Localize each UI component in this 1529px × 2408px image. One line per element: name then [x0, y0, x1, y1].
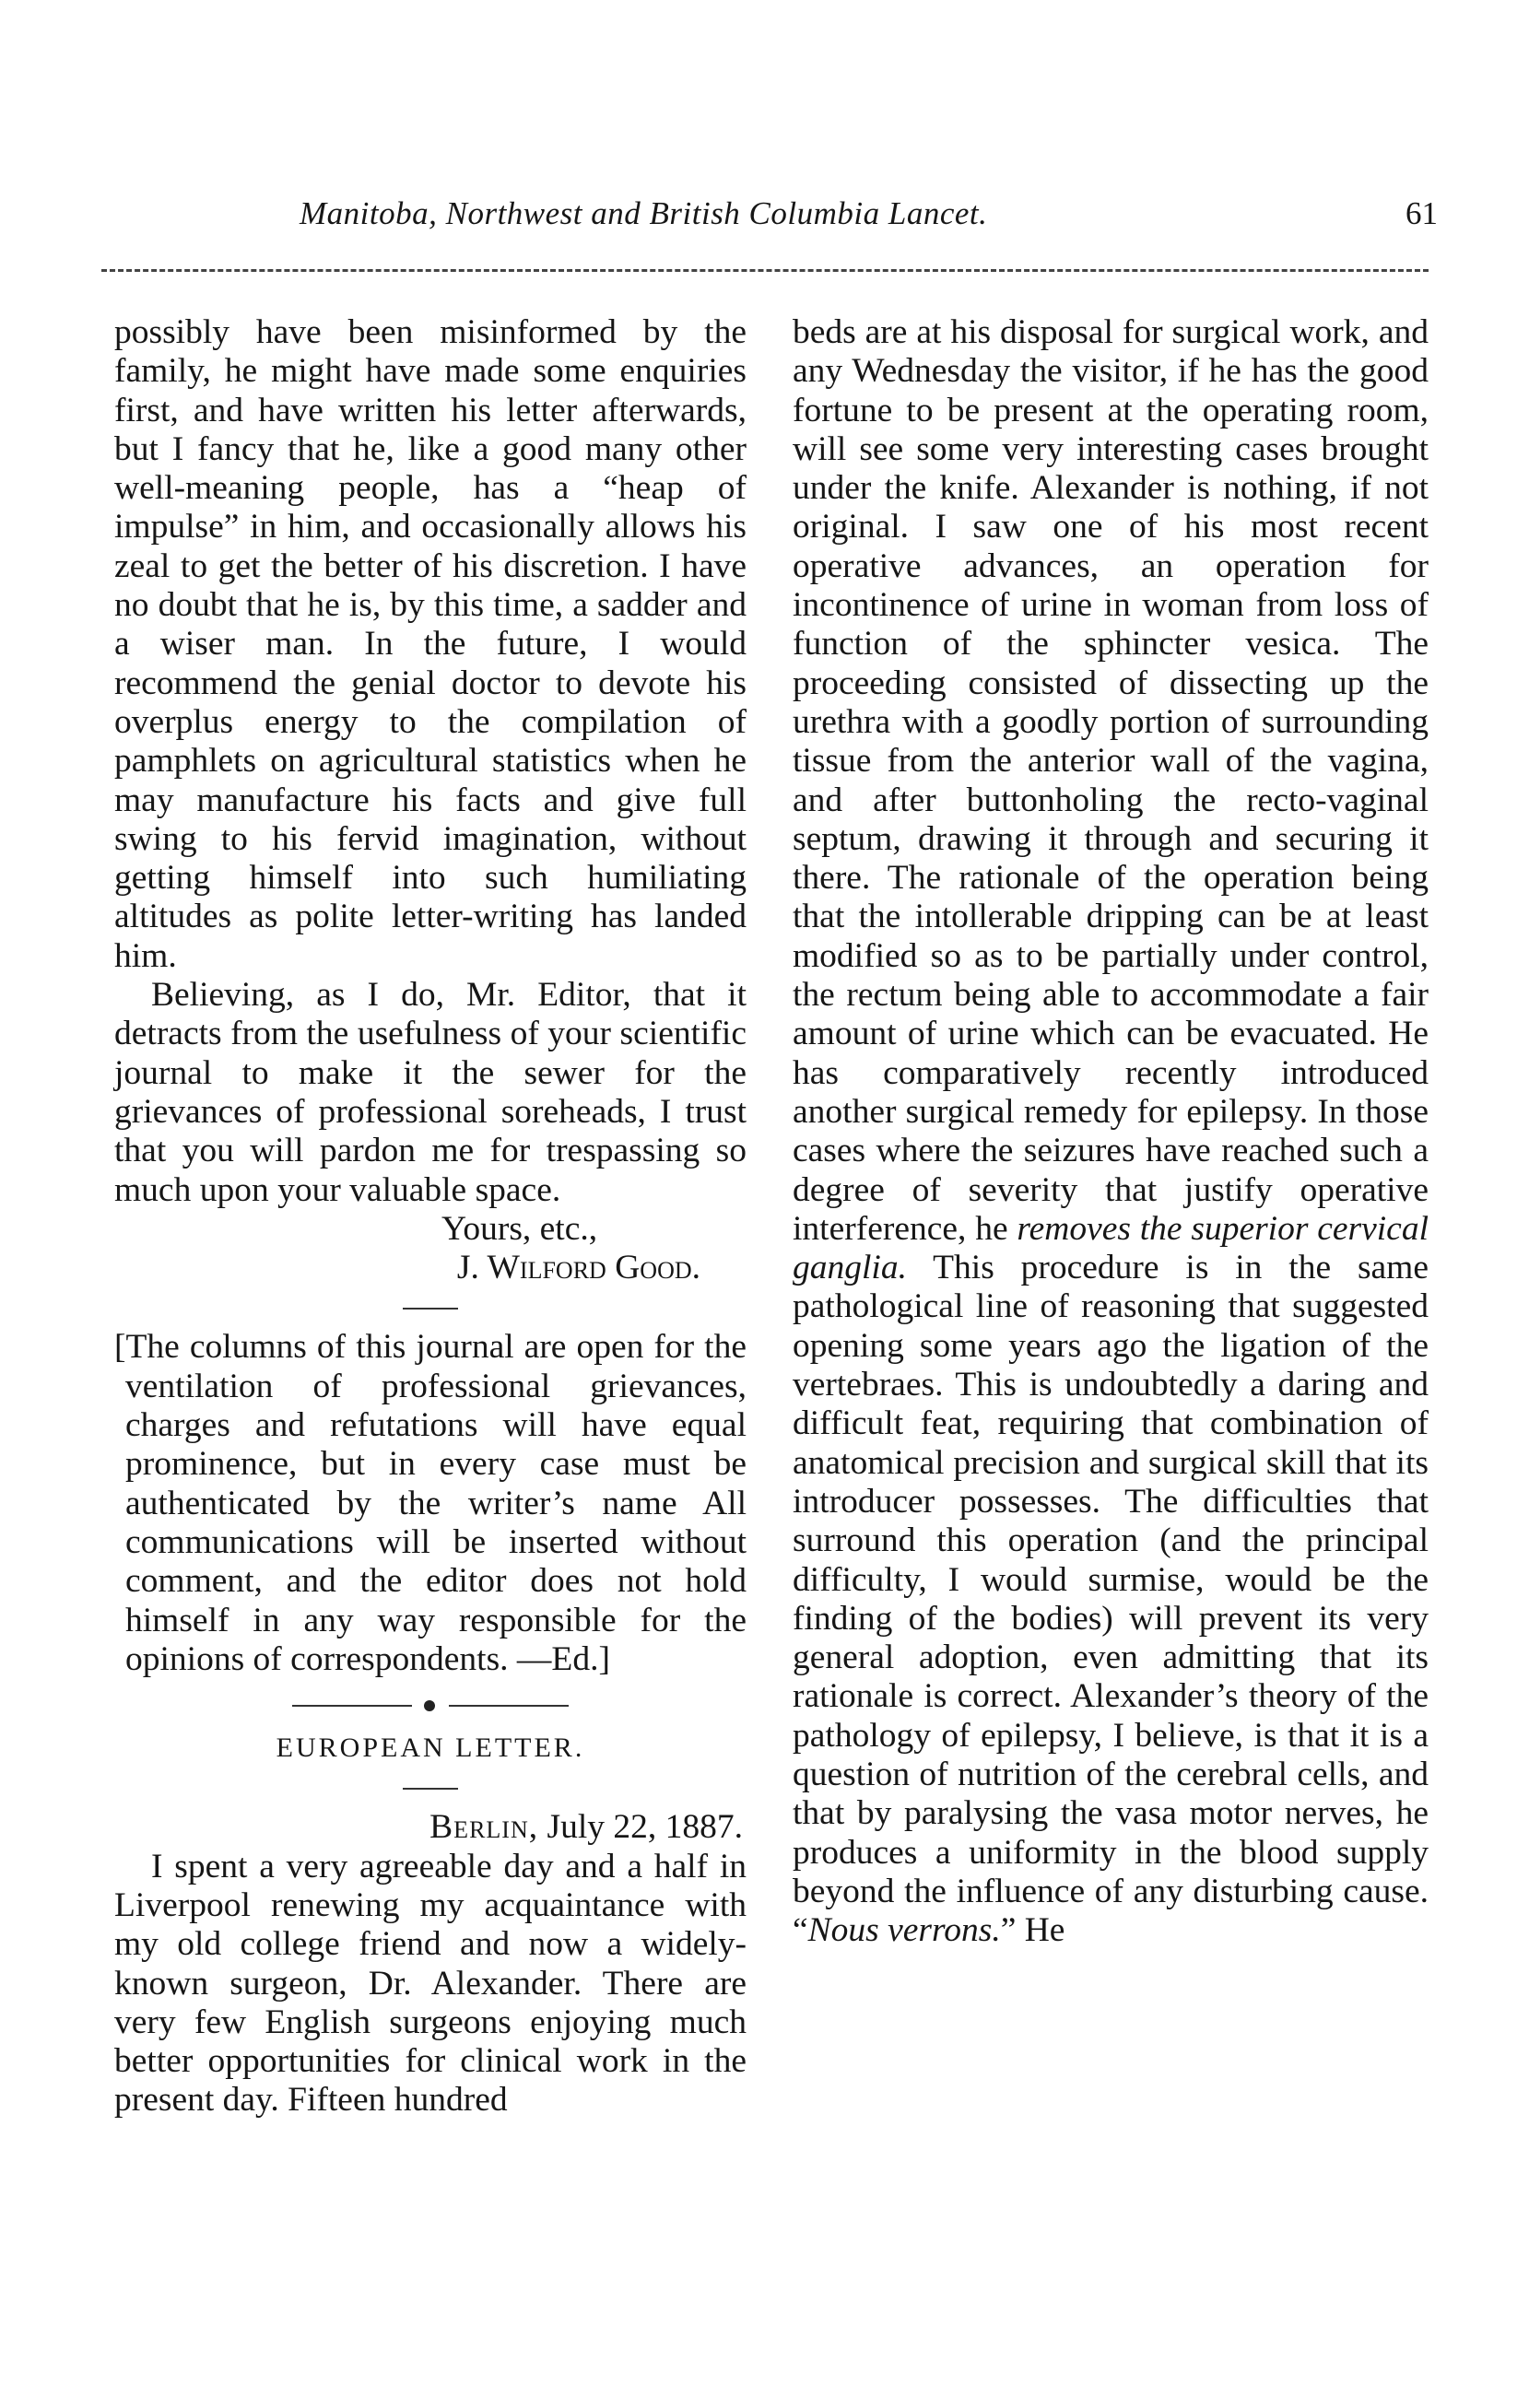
separator-rule	[403, 1788, 458, 1790]
letter-paragraph: possibly have been misinformed by the family, he might have made some enquiries first, and have written his letter afterwards, but I fancy that he, like a good many other well-meaning people, has a “heap of impulse” in him, and occasionally allows his zeal to get the better of his discretion. I have no doubt that he is, by this time, a sadder and a wiser man. In the future, I would recommend the genial doctor to devote his overplus energy to the compilation of pamphlets on agricultural statistics when he may manufacture his facts and give full swing to his fervid imagination, without getting himself into such humiliating altitudes as polite letter-writing has landed him.	[114, 313, 747, 975]
italic-text: removes the superior cervical ganglia.	[793, 1209, 1429, 1287]
right-column	[793, 313, 1429, 1950]
letter-paragraph: Believing, as I do, Mr. Editor, that it detracts from the usefulness of your scientific journal to make it the sewer for the grievances of professional soreheads, I trust that you will pardon me for trespassing so much upon your valuable space.	[114, 976, 747, 1209]
separator-rule	[403, 1308, 458, 1310]
dateline-date: July 22, 1887.	[538, 1808, 743, 1847]
running-header	[300, 195, 1438, 251]
body-text: beds are at his disposal for surgical work, and any Wednesday the visitor, if he has the good fortune to be present at the operating room, will see some very interesting cases brought under the knife. Alexander is nothing, if not original. I saw one of his most recent operative advances, an operation for incontinence of urine in woman from loss of function of the sphincter vesica. The proceeding consisted of dissecting up the urethra with a goodly portion of surrounding tissue from the anterior wall of the vagina, and after buttonholing the recto-vaginal septum, drawing it through and securing it there. The rationale of the operation being that the intollerable dripping can be at least modified so as to be partially under control, the rectum being able to accommodate a fair amount of urine which can be evacuated. He has comparatively recently introduced another surgical remedy for epilepsy. In those cases where the seizures have reached such a degree of severity that justify operative interference, he	[793, 313, 1429, 1248]
italic-text: Nous verrons.	[807, 1911, 1001, 1950]
letter-paragraph: I spent a very agreeable day and a half in Liverpool renewing my acquaintance with my old college friend and now a widely-known surgeon, Dr. Alexander. There are very few English surgeons enjoying much better opportunities for clinical work in the present day. Fifteen hundred	[114, 1847, 747, 2120]
letter-signature: J. Wilford Good.	[456, 1249, 700, 1287]
dateline	[114, 1808, 747, 1847]
ornamental-divider	[292, 1699, 569, 1712]
page-number: 61	[1406, 195, 1438, 231]
letter-closing: Yours, etc.,	[441, 1209, 598, 1248]
header-rule	[101, 269, 1429, 272]
section-heading: EUROPEAN LETTER.	[276, 1733, 585, 1764]
letter-paragraph	[793, 313, 1429, 1950]
body-text: ” He	[1000, 1911, 1065, 1950]
running-title: Manitoba, Northwest and British Columbia Lancet.	[300, 195, 988, 231]
body-text: This procedure is in the same pathological line of reasoning that suggested opening some years ago the ligation of the vertebraes. This is undoubtedly a daring and difficult feat, requiring that combination of anatomical precision and surgical skill that its introducer possesses. The difficulties that surround this operation (and the principal difficulty, I would surmise, would be the finding of the bodies) will prevent its very general adoption, even admitting that its rationale is correct. Alexander’s theory of the pathology of epilepsy, I believe, is that it is a question of nutrition of the cerebral cells, and that by paralysing the vasa motor nerves, he produces a uniformity in the blood supply beyond the influence of any disturbing cause. “	[793, 1249, 1429, 1950]
left-column	[114, 313, 747, 2120]
editor-note: [The columns of this journal are open for the ventilation of professional grievances, charges and refutations will have equal prominence, but in every case must be authenticated by the writer’s name All communications will be inserted without comment, and the editor does not hold himself in any way responsible for the opinions of correspondents. —Ed.]	[114, 1328, 747, 1678]
dateline-city: Berlin,	[429, 1808, 539, 1847]
